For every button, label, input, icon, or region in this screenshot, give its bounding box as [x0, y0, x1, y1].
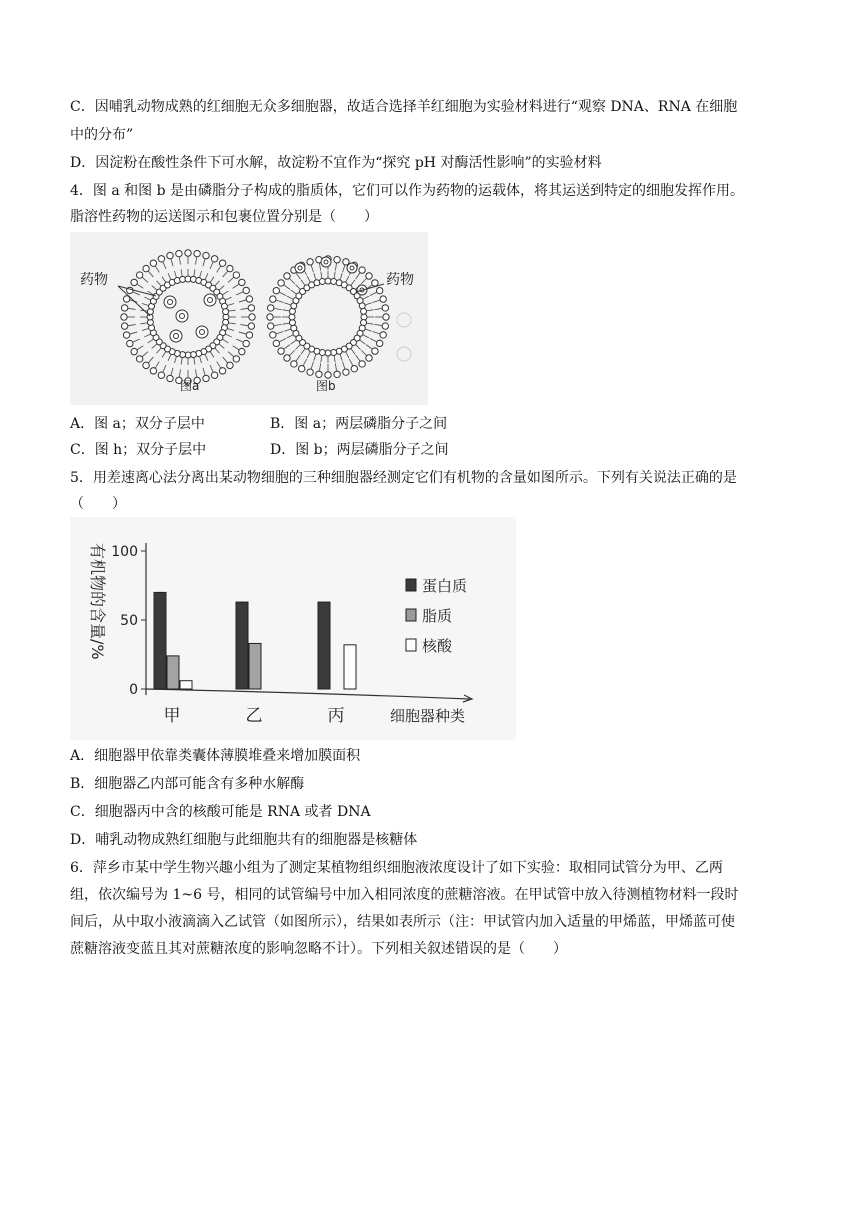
legend-swatch — [406, 579, 416, 591]
caption-fig-b: 图b — [316, 379, 336, 393]
q4-option-b[interactable]: B．图 a；两层磷脂分子之间 — [270, 416, 448, 432]
x-axis-label: 细胞器种类 — [390, 707, 466, 725]
drug-particle-inner — [164, 296, 176, 308]
q6-stem-line2: 组，依次编号为 1~6 号，相同的试管编号中加入相同浓度的蔗糖溶液。在甲试管中放入待测植物材料一段时 — [70, 887, 739, 903]
liposome-figure — [70, 232, 428, 405]
q3-option-c-line2: 中的分布” — [70, 127, 134, 143]
x-tick-label: 乙 — [245, 706, 263, 726]
x-tick-label: 丙 — [327, 706, 345, 726]
x-axis — [146, 689, 470, 699]
q5-option-c[interactable]: C．细胞器丙中含的核酸可能是 RNA 或者 DNA — [70, 804, 371, 820]
q5-option-a[interactable]: A．细胞器甲依靠类囊体薄膜堆叠来增加膜面积 — [70, 748, 361, 764]
q4-option-a[interactable]: A．图 a；双分子层中 — [70, 416, 205, 432]
q4-option-d[interactable]: D．图 b；两层磷脂分子之间 — [270, 442, 449, 458]
q5-option-d[interactable]: D．哺乳动物成熟红细胞与此细胞共有的细胞器是核糖体 — [70, 832, 418, 848]
drug-particle-inner — [170, 330, 182, 342]
liposome-a — [121, 250, 255, 384]
q5-option-b[interactable]: B．细胞器乙内部可能含有多种水解酶 — [70, 776, 305, 792]
legend-swatch — [406, 609, 416, 621]
y-axis-label: 有机物的含量/% — [88, 543, 107, 660]
y-tick-label: 50 — [120, 613, 138, 629]
q5-stem-line1: 5．用差速离心法分离出某动物细胞的三种细胞器经测定它们有机物的含量如图所示。下列有关说法正确的是 — [70, 470, 737, 486]
bar-脂质-甲 — [167, 656, 179, 689]
y-tick-label: 0 — [129, 682, 138, 698]
drug-label-left: 药物 — [80, 272, 108, 288]
drug-label-right: 药物 — [386, 272, 414, 288]
legend-label: 核酸 — [422, 637, 453, 655]
bar-蛋白质-乙 — [236, 602, 248, 689]
drug-particle-membrane — [295, 263, 305, 273]
x-tick-label: 甲 — [163, 706, 181, 726]
q4-stem-line2: 脂溶性药物的运送图示和包裹位置分别是（ ） — [70, 209, 378, 225]
bar-核酸-丙 — [344, 645, 356, 689]
bar-蛋白质-甲 — [154, 592, 166, 689]
drug-particle-membrane — [321, 257, 331, 267]
y-tick-label: 100 — [111, 544, 138, 560]
bar-脂质-乙 — [249, 643, 261, 689]
drug-particle-inner — [196, 326, 208, 338]
legend-label: 蛋白质 — [422, 577, 468, 595]
q4-option-c[interactable]: C．图 h；双分子层中 — [70, 442, 207, 458]
drug-particle-membrane — [347, 263, 357, 273]
q5-stem-line2: （ ） — [70, 496, 126, 512]
legend-swatch — [406, 639, 416, 651]
bar-蛋白质-丙 — [318, 602, 330, 689]
organelle-chart — [70, 517, 516, 740]
q4-stem-line1: 4．图 a 和图 b 是由磷脂分子构成的脂质体，它们可以作为药物的运载体，将其运送到特定的细胞发挥作用。 — [70, 183, 745, 199]
q6-stem-line4: 蔗糖溶液变蓝且其对蔗糖浓度的影响忽略不计）。下列相关叙述错误的是（ ） — [70, 941, 567, 957]
bar-核酸-甲 — [180, 681, 192, 689]
q3-option-d: D．因淀粉在酸性条件下可水解，故淀粉不宜作为“探究 pH 对酶活性影响”的实验材料 — [70, 155, 602, 171]
q6-stem-line1: 6．萍乡市某中学生物兴趣小组为了测定某植物组织细胞液浓度设计了如下实验：取相同试管分为甲、乙两 — [70, 860, 723, 876]
caption-fig-a: 图a — [180, 379, 200, 393]
drug-particle-inner — [176, 310, 188, 322]
legend-label: 脂质 — [422, 607, 453, 625]
q3-option-c-line1: C．因哺乳动物成熟的红细胞无众多细胞器，故适合选择羊红细胞为实验材料进行“观察 DNA、RNA 在细胞 — [70, 99, 738, 115]
q6-stem-line3: 间后，从中取小液滴滴入乙试管（如图所示），结果如表所示（注：甲试管内加入适量的甲烯蓝，甲烯蓝可使 — [70, 914, 735, 930]
drug-particle-inner — [204, 294, 216, 306]
